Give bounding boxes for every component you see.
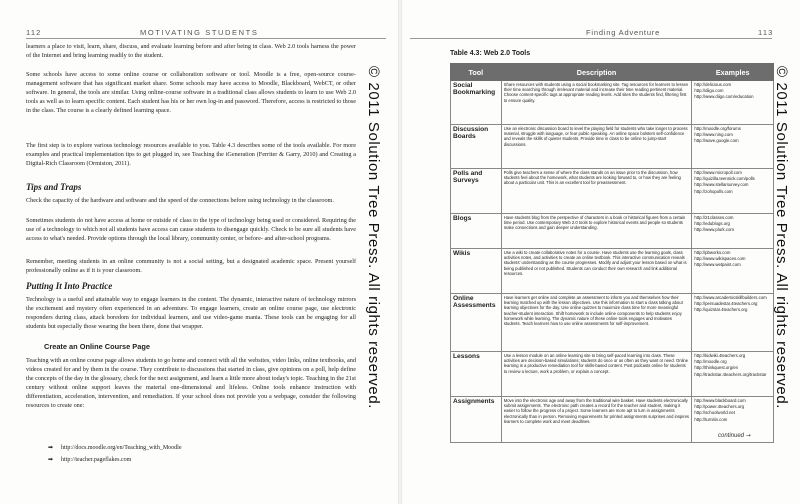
table-caption: Table 4.3: Web 2.0 Tools [450,50,531,57]
example-link[interactable]: http://wave.google.com [694,138,739,144]
example-link[interactable]: http://trackstar.4teachers.org/trackstar [694,371,767,377]
table-header-row [451,64,774,81]
example-link[interactable]: http://diigo.com [694,88,724,94]
arrow-bullet-icon: ➡ [48,456,54,463]
example-link[interactable]: http://21classes.com [694,215,734,220]
para3-text: The first step is to explore various technology resources available to you. Table 4.3 describes some of the tools available. For more examples and practical implementation tips to get plugged in, see Teaching the iGeneration (Ferriter & Garry, 2010) and Creating a Digital-Rich Classroom (Ormiston, 2011). [26,142,356,167]
description-cell: Use a lesson module on an online learning site to bring self-paced learning into class. These activities are decision-based simulations; students do once or as often as they want or need. Online learning is a productive remediation tool for skills-based content. Post podcasts online for students to review a lecture, work a problem, or explain a concept. [501,352,692,397]
right-running-head: Finding Adventure [586,28,661,37]
left-paragraph-2: Some schools have access to some online course or collaboration software or tool. Moodle is a free, open-source course-management software that has significant market share. Some schools may have access to Moodle, Blackboard, WebCT, or other software. In general, the tools are similar. Using online-course software in a traditional class allows students to learn to use Web 2.0 tools as well as to learn specific content. Each student has his or her own log-in and password. Therefore, access is restricted to those in the class. The course is a clearly defined learning space. [26,71,356,114]
table-row [451,294,774,352]
table-row [451,169,774,214]
left-paragraph-6: Remember, meeting students in an online community is not a social setting, but a designated academic space. Present yourself professionally online as if it is your classroom. [26,258,356,274]
example-link[interactable]: http://delicious.com [694,82,732,87]
examples-cell [692,169,774,214]
web-tools-table [450,63,774,443]
tool-name-cell: Wikis [451,249,502,294]
column-header-examples: Examples [692,64,774,81]
example-link[interactable]: http://edublogs.org [694,221,730,227]
tool-name-cell: Blogs [451,214,502,249]
table-row [451,249,774,294]
description-cell: Use a wiki to create collaborative notes for a course. Have students use the learning goals, class activities notes, and activities to create an online textbook. This interactive communication reveals students' understanding as the course progresses. Modify and adjust your lesson based on what is being published or not published. Students can conduct their own research and link additional resources. [501,249,692,294]
example-link[interactable]: http://www.arcademicskillbuilders.com [694,295,767,300]
description-cell: Use an electronic discussion board to level the playing field for students who take longer to process material, struggle with language, or fear public speaking. An online space bolsters self-confidence and reveals the skills of quieter students. Provide time in class to be online to jump-start discussions. [501,125,692,169]
example-link[interactable]: http://www.blackboard.com [694,398,746,403]
description-cell: Have learners get online and complete an assessment to inform you and themselves how their learning matched up with the lesson objectives. Use this information to start a class talking about learning objectives for the day. Use online quizzes to maximize class time for more meaningful teacher-student interaction. Shift homework to include online components to help students enjoy homework while learning. The dynamic nature of these online tools engages and motivates students. Teach learners how to use online assessments for self-improvement. [501,294,692,352]
description-cell: Move into the electronic age and away from the traditional wire basket. Have students electronically submit assignments. The electronic path creates a record for the teacher and student, making it easier to follow the progress of a project. Some learners are more apt to turn in assignments electronically than in person. Removing requirements for printed assignments surprises and inspires learners to complete work and meet deadlines. [501,397,692,443]
example-link[interactable]: http://www.wikispaces.com [694,256,746,262]
heading-tips-and-traps: Tips and Traps [26,182,82,192]
heading-create-online-course-page: Create an Online Course Page [44,342,150,351]
table-row [451,352,774,397]
examples-cell [692,81,774,125]
heading-putting-it-into-practice: Putting It Into Practice [26,281,113,291]
book-spine [398,0,402,504]
example-link[interactable]: http://turnitin.com [694,416,728,422]
tool-name-cell: Lessons [451,352,502,397]
left-paragraph-1: learners a place to visit, learn, share, discuss, and evaluate learning before and after being in class. Web 2.0 tools harness the power of the Internet and bring learning readily to the student. [26,43,356,59]
left-copyright-notice: © 2011 Solution Tree Press. All rights reserved. [365,66,382,410]
example-link[interactable]: http://www.ning.com [694,132,733,138]
left-page-number: 112 [26,28,42,37]
tool-name-cell: Discussion Boards [451,125,502,169]
example-link[interactable]: http://www.diigo.com/education [694,94,754,100]
example-link[interactable]: http://www.micropoll.com [694,170,742,175]
tool-name-cell: Assignments [451,397,502,443]
examples-cell [692,214,774,249]
link-pageflakes[interactable]: http://teacher.pageflakes.com [61,457,132,463]
description-cell: Share resources with students using a social bookmarking site. Tag resources for learners to lessen their time searching through irrelevant material and increase their time reading pertinent material. Choose content-specific tags at appropriate reading levels. Add sites the students find, filtering first to ensure quality. [501,81,692,125]
example-link[interactable]: http://moodle.org/forums [694,126,741,131]
table-row [451,214,774,249]
continued-note [718,432,751,439]
example-link[interactable]: http://thinkquest.org/en [694,365,739,371]
examples-cell [692,125,774,169]
link-list-item [48,456,131,463]
left-paragraph-7: Technology is a useful and attainable way to engage learners in the content. The dynamic, interactive nature of technology mirrors the excitement and mystery often experienced in an adventure. To engage learners, create an online course page, use electronic responders during class, attack boredom for individual learners, and use video-game mania. These tools can be engaging for all students but especially those wearing the been there, done that wrapper. [26,296,356,330]
column-header-description: Description [501,64,692,81]
example-link[interactable]: http://www.stellarsurvey.com [694,182,749,188]
left-header-rule [26,38,386,39]
example-link[interactable]: http://moodle.org [694,359,727,365]
description-cell: Polls give teachers a sense of where the class stands on an issue prior to the discussion, how students feel about the homework, what students are looking forward to, or how they are feeling about a particular unit. This is an excellent tool for preassessment. [501,169,692,214]
left-running-head: MOTIVATING STUDENTS [140,28,259,37]
example-link[interactable]: http://zohopolls.com [694,188,733,194]
example-link[interactable]: http://pbworks.com [694,250,731,255]
continued-label: continued [718,433,745,439]
example-link[interactable]: http://power.4teachers.org [694,404,745,410]
left-paragraph-5: Sometimes students do not have access at home or outside of class to the type of technology being used or considered. Requiring the use of a technology to which not all students have access can cause students to disengage quickly. Check to be sure all students have access to what's needed. Provide options through the local library, community center, or before- and after-school programs. [26,217,356,242]
examples-cell [692,352,774,397]
example-link[interactable]: http://www.wetpaint.com [694,262,741,268]
right-copyright-notice: © 2011 Solution Tree Press. All rights reserved. [773,66,790,410]
example-link[interactable]: http://quizilla.teennick.com/polls [694,176,755,182]
left-paragraph-4: Check the capacity of the hardware and software and the speed of the connections before using technology in the classroom. [26,197,334,204]
right-page-number: 113 [758,28,774,37]
link-list-item [48,444,181,451]
column-header-tool: Tool [451,64,502,81]
example-link[interactable]: http://quizstar.4teachers.org [694,307,748,313]
examples-cell [692,294,774,352]
left-paragraph-3 [26,141,356,168]
left-paragraph-8: Teaching with an online course page allows students to go home and connect with all the websites, video links, online textbooks, and videos created for and by them in the course. They contribute to discussions that started in class, give opinions on a poll, help define the concepts of the day in the glossary, check for the next assignment, and learn a little more about today's topic. Teaching in the 21st century without online support leaves the material one-dimensional and lifeless. Online tools enhance instruction with differentiation, acceleration, intervention, and remediation. If your school does not provide you a webpage, consider the following resources to create one: [26,357,356,409]
example-link[interactable]: http://persuadestar.4teachers.org [694,301,758,307]
arrow-bullet-icon: ➡ [48,444,54,451]
tool-name-cell: Social Bookmarking [451,81,502,125]
tool-name-cell: Polls and Surveys [451,169,502,214]
table-row [451,81,774,125]
right-header-rule [410,38,772,39]
link-moodle[interactable]: http://docs.moodle.org/en/Teaching_with_Moodle [61,445,182,451]
example-link[interactable]: http://kidwiki.4teachers.org [694,353,746,358]
tool-name-cell: Online Assessments [451,294,502,352]
table-row [451,125,774,169]
example-link[interactable]: http://www.plurk.com [694,227,734,233]
description-cell: Have students blog from the perspective of characters in a book or historical figures from a certain time period. Use contemporary Web 2.0 tools to explore historical events and people so students make connections and gain deeper understanding. [501,214,692,249]
example-link[interactable]: http://schoolworld.net [694,410,735,416]
examples-cell [692,249,774,294]
arrow-right-icon: → [745,432,751,439]
